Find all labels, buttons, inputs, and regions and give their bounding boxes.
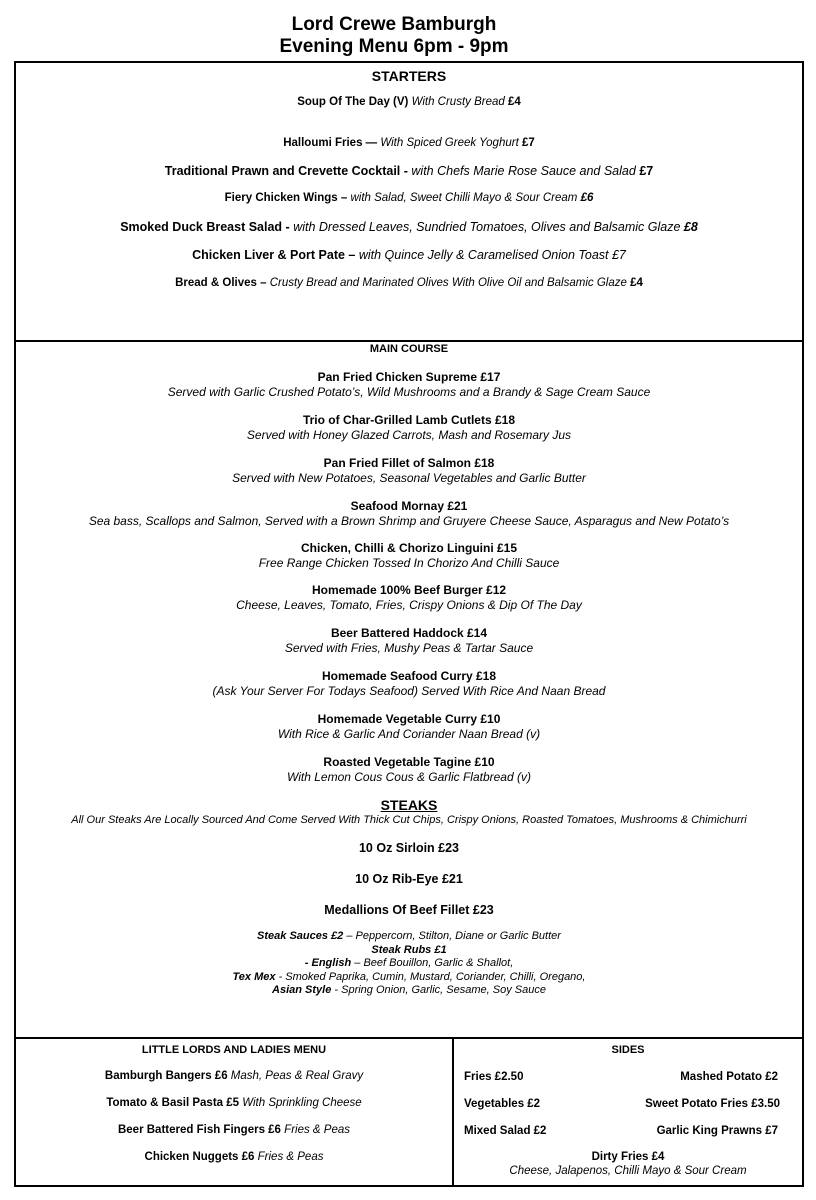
starter-item: Soup Of The Day (V) With Crusty Bread £4 [297, 96, 521, 108]
starter-item: Fiery Chicken Wings – with Salad, Sweet Chilli Mayo & Sour Cream £6 [224, 192, 594, 204]
kids-item: Tomato & Basil Pasta £5 With Sprinkling Cheese [106, 1097, 362, 1109]
venue-title: Lord Crewe Bamburgh [291, 14, 497, 35]
main-item: Trio of Char-Grilled Lamb Cutlets £18 Served with Honey Glazed Carrots, Mash and Rosemary Jus [246, 413, 572, 442]
starter-item: Traditional Prawn and Crevette Cocktail - with Chefs Marie Rose Sauce and Salad £7 [164, 164, 654, 178]
steaks-title: STEAKS [380, 797, 438, 813]
steak-item: 10 Oz Sirloin £23 [358, 841, 460, 855]
steaks-intro: All Our Steaks Are Locally Sourced And Come Served With Thick Cut Chips, Crispy Onions, Roasted Tomatoes, Mushrooms & Chimichurri [71, 814, 747, 826]
starter-item: Halloumi Fries — With Spiced Greek Yoghurt £7 [283, 137, 535, 149]
main-item: Pan Fried Chicken Supreme £17 Served with Garlic Crushed Potato’s, Wild Mushrooms and a Brandy & Sage Cream Sauce [167, 370, 651, 399]
sides-section [452, 1037, 804, 1187]
main-item: Seafood Mornay £21 Sea bass, Scallops and Salmon, Served with a Brown Shrimp and Gruyere Cheese Sauce, Asparagus and New Potato’s [88, 499, 730, 528]
sides-title: SIDES [611, 1044, 645, 1056]
rub-english-line: - English – Beef Bouillon, Garlic & Shallot, [304, 957, 514, 969]
main-item: Homemade 100% Beef Burger £12 Cheese, Leaves, Tomato, Fries, Crispy Onions & Dip Of The Day [236, 583, 582, 612]
kids-item: Bamburgh Bangers £6 Mash, Peas & Real Gravy [104, 1070, 364, 1082]
kids-menu-section [14, 1037, 454, 1187]
side-item: Mixed Salad £2 [464, 1125, 547, 1137]
dirty-fries-item: Dirty Fries £4 Cheese, Jalapenos, Chilli Mayo & Sour Cream [509, 1151, 747, 1177]
kids-item: Beer Battered Fish Fingers £6 Fries & Peas [117, 1124, 350, 1136]
rub-texmex-line: Tex Mex - Smoked Paprika, Cumin, Mustard, Coriander, Chilli, Oregano, [232, 970, 586, 983]
side-item: Fries £2.50 [464, 1071, 524, 1083]
main-course-title: MAIN COURSE [369, 343, 449, 355]
main-item: Pan Fried Fillet of Salmon £18 Served with New Potatoes, Seasonal Vegetables and Garlic Butter [232, 456, 586, 485]
side-item: Sweet Potato Fries £3.50 [645, 1098, 780, 1110]
kids-item: Chicken Nuggets £6 Fries & Peas [144, 1151, 324, 1163]
starters-title: STARTERS [371, 68, 447, 84]
main-item: Homemade Seafood Curry £18 (Ask Your Server For Todays Seafood) Served With Rice And Naan Bread [212, 669, 606, 698]
steak-extras [16, 930, 802, 998]
rub-asian-line: Asian Style - Spring Onion, Garlic, Sesame, Soy Sauce [272, 984, 546, 996]
main-item: Roasted Vegetable Tagine £10 With Lemon Cous Cous & Garlic Flatbread (v) [287, 755, 531, 784]
steak-sauces-line: Steak Sauces £2 – Peppercorn, Stilton, Diane or Garlic Butter [257, 930, 561, 942]
starter-item: Chicken Liver & Port Pate – with Quince Jelly & Caramelised Onion Toast £7 [192, 248, 626, 262]
starters-section [14, 61, 804, 342]
main-course-section [14, 340, 804, 1039]
main-item: Chicken, Chilli & Chorizo Linguini £15 Free Range Chicken Tossed In Chorizo And Chilli Sauce [258, 541, 560, 570]
main-item: Beer Battered Haddock £14 Served with Fries, Mushy Peas & Tartar Sauce [284, 626, 534, 655]
steak-item: Medallions Of Beef Fillet £23 [324, 903, 494, 917]
starter-item: Bread & Olives – Crusty Bread and Marinated Olives With Olive Oil and Balsamic Glaze £4 [175, 277, 643, 289]
starter-item: Smoked Duck Breast Salad - with Dressed Leaves, Sundried Tomatoes, Olives and Balsamic Glaze £8 [120, 220, 698, 234]
kids-menu-title: LITTLE LORDS AND LADIES MENU [141, 1044, 327, 1056]
side-item: Garlic King Prawns £7 [656, 1125, 778, 1137]
side-item: Mashed Potato £2 [680, 1071, 778, 1083]
steak-item: 10 Oz Rib-Eye £21 [355, 872, 463, 886]
main-item: Homemade Vegetable Curry £10 With Rice & Garlic And Coriander Naan Bread (v) [277, 712, 541, 741]
menu-title: Evening Menu 6pm - 9pm [279, 36, 509, 57]
menu-header [0, 14, 788, 58]
steak-rubs-line: Steak Rubs £1 [371, 943, 447, 956]
side-item: Vegetables £2 [464, 1098, 541, 1110]
